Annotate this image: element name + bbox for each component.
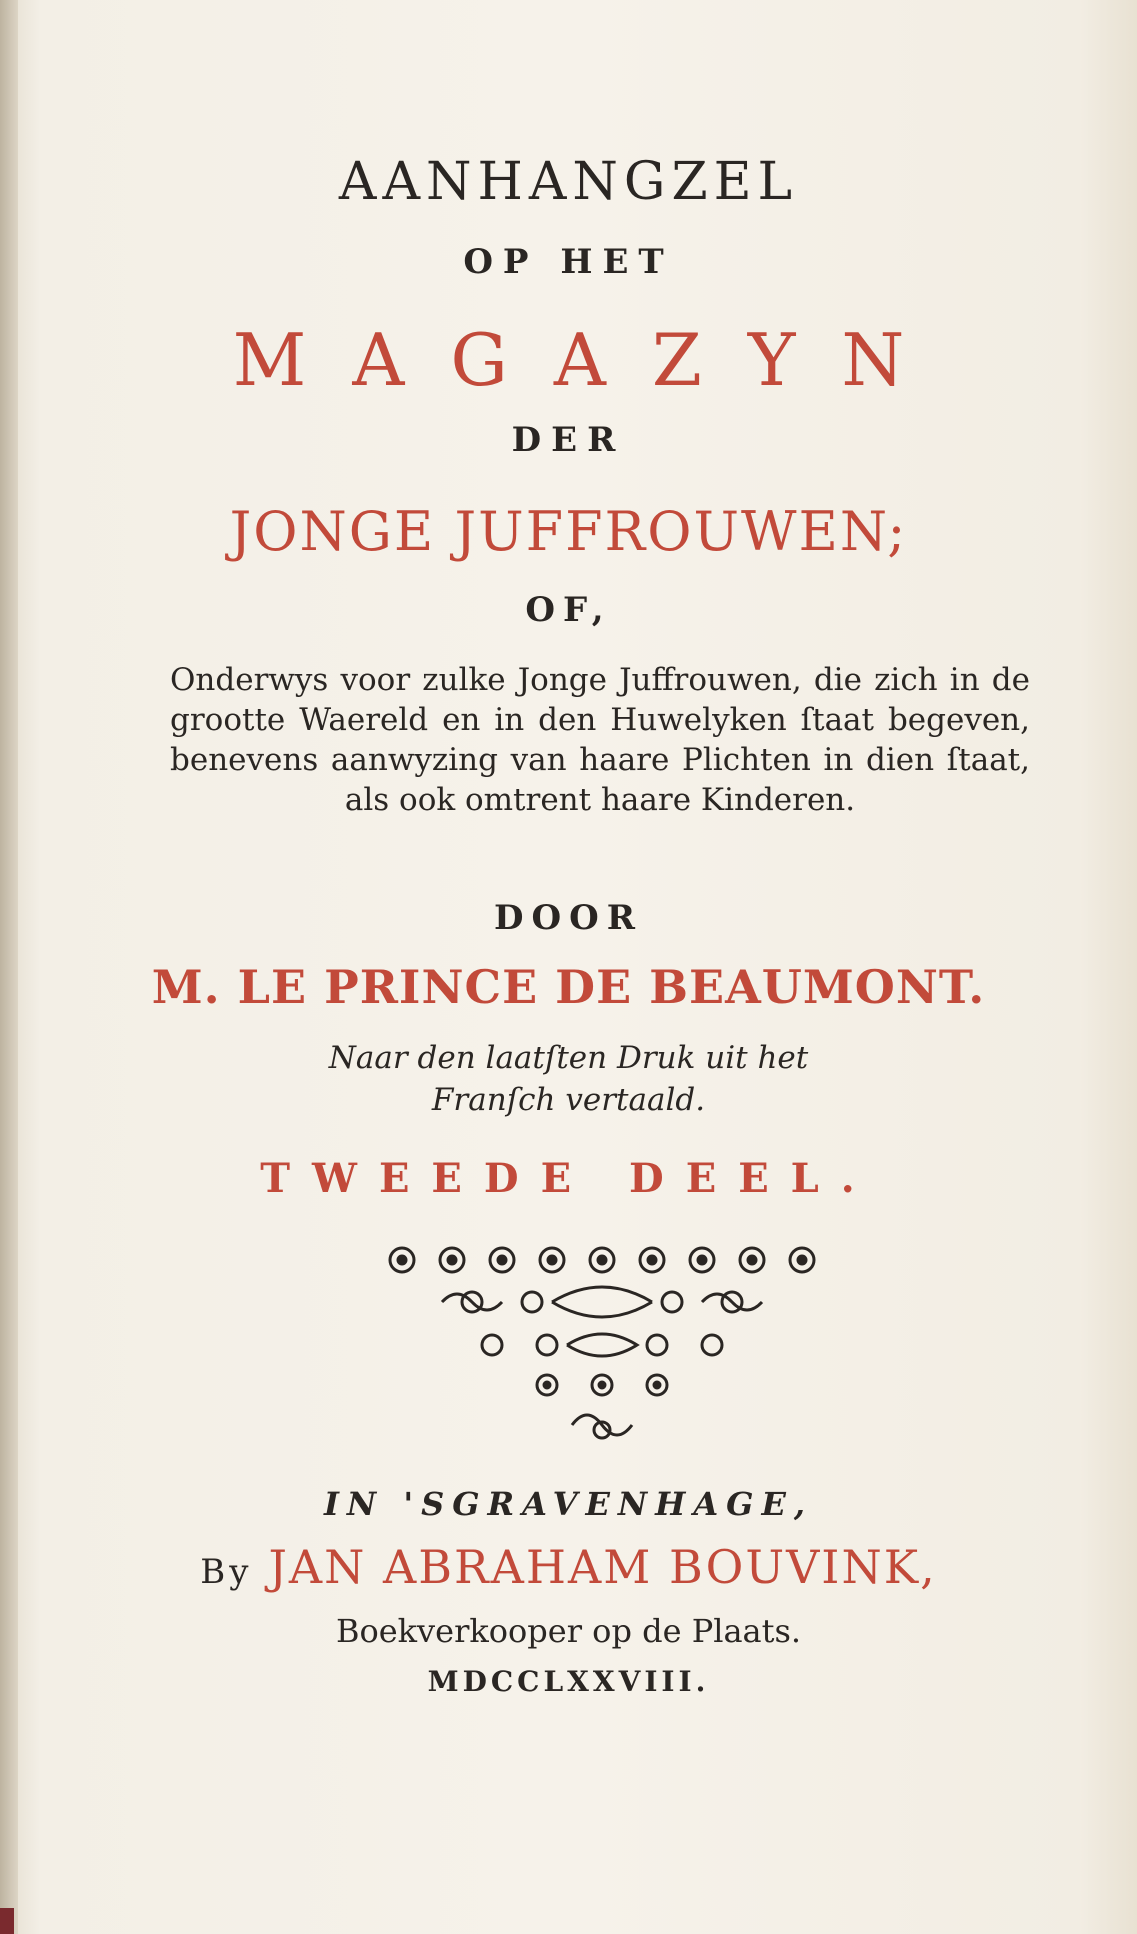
- imprint-publisher: JAN ABRAHAM BOUVINK,: [268, 1540, 937, 1594]
- translation-note-line1: Naar den laatſten Druk uit het: [328, 1040, 809, 1076]
- by-label: DOOR: [494, 898, 643, 938]
- translation-note-line2: Franſch vertaald.: [431, 1082, 706, 1118]
- bookmark-ribbon: [0, 1908, 14, 1934]
- title-line-op-het: OP HET: [463, 242, 674, 282]
- imprint-by: By: [200, 1552, 253, 1592]
- title-line-magazyn: MAGAZYN: [232, 318, 951, 402]
- volume-label: TWEEDE DEEL.: [260, 1155, 877, 1202]
- imprint-trade: Boekverkooper op de Plaats.: [335, 1612, 802, 1650]
- title-line-jonge-juffrouwen: JONGE JUFFROUWEN;: [229, 500, 908, 563]
- printer-fleuron-ornament: [372, 1240, 832, 1450]
- title-line-of: OF,: [525, 590, 612, 630]
- subtitle-paragraph: Onderwys voor zulke Jonge Juffrouwen, die zich in de grootte Waereld en in den Huwelyken ſtaat begeven, benevens aanwyzing van haare Plichten in dien ſtaat, als ook omtrent haare Kinderen.: [170, 662, 1030, 818]
- author-name: M. LE PRINCE DE BEAUMONT.: [151, 960, 986, 1014]
- imprint-place: IN 'SGRAVENHAGE,: [323, 1485, 814, 1523]
- title-line-aanhangzel: AANHANGZEL: [338, 152, 799, 212]
- title-line-der: DER: [511, 420, 626, 460]
- imprint-publisher-line: [0, 1540, 1137, 1594]
- imprint-year: MDCCLXXVIII.: [427, 1665, 710, 1698]
